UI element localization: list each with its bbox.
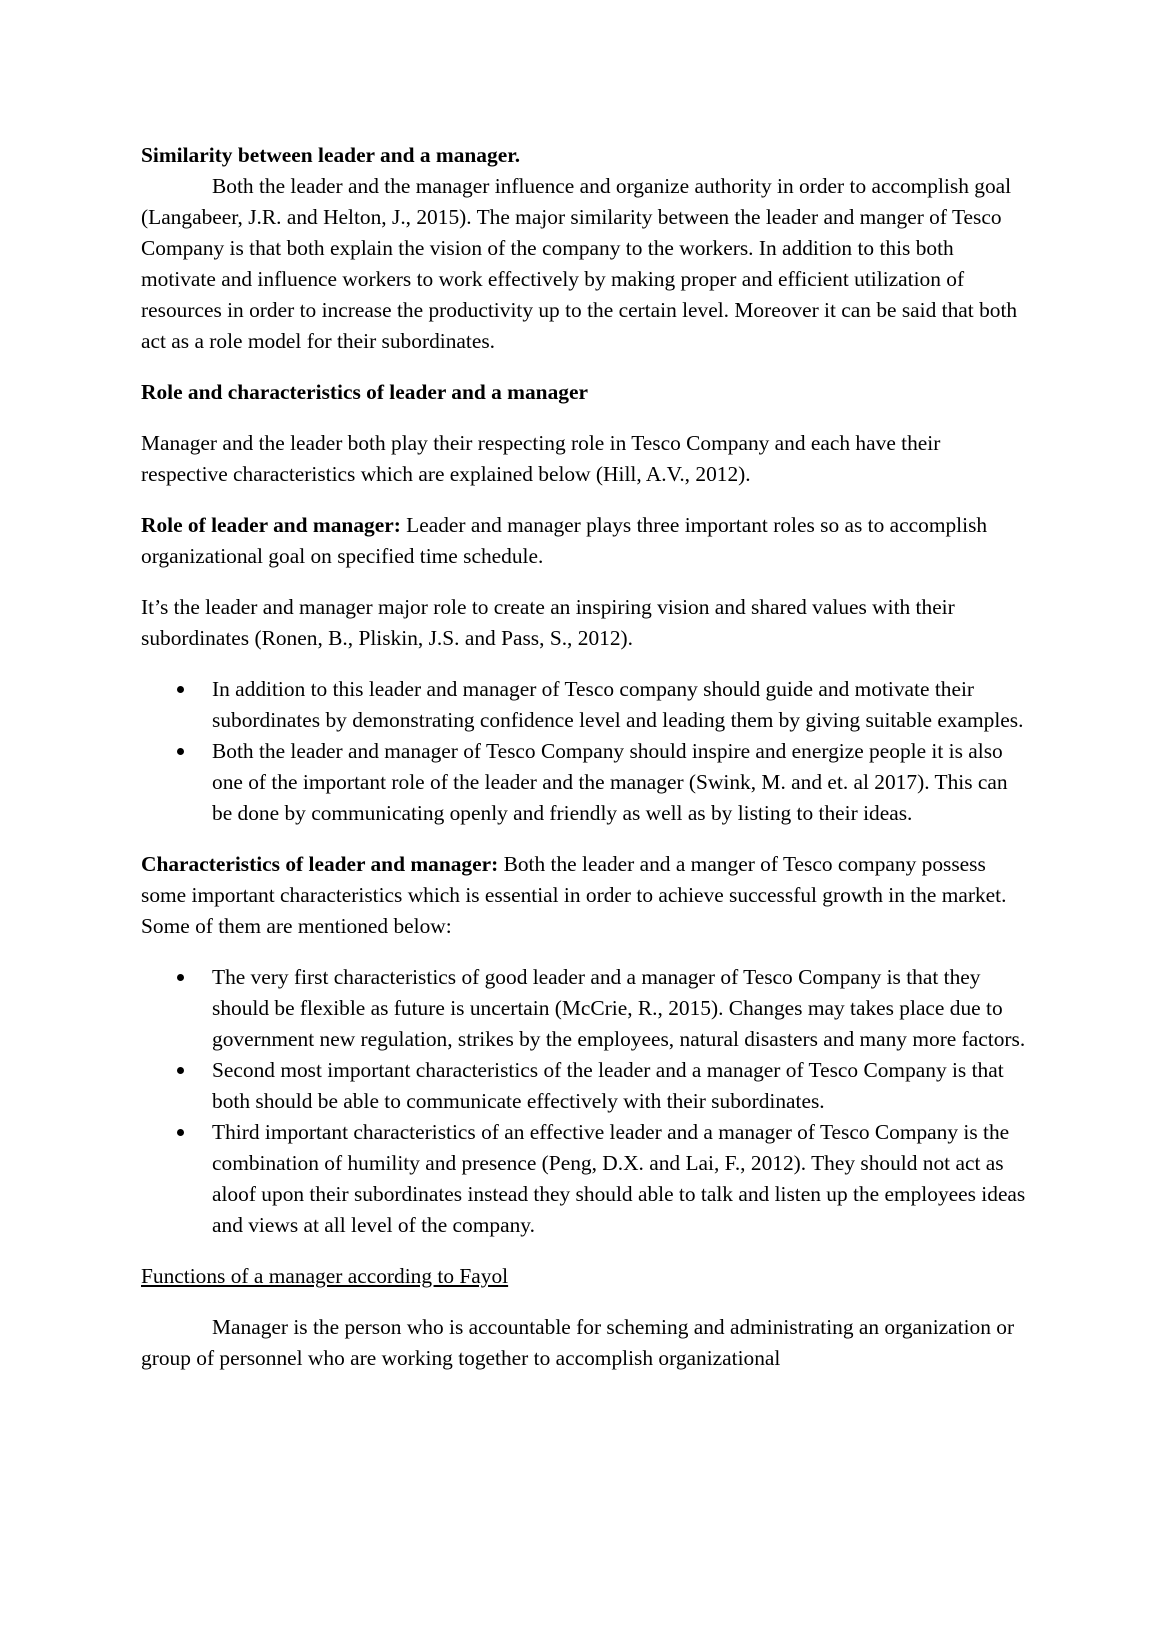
roles-lead: Role of leader and manager: [141,513,401,537]
list-item [141,962,1031,1055]
roles-bullet-list [141,674,1031,829]
list-item [141,1055,1031,1117]
list-item [141,736,1031,829]
document-body [141,140,1031,1394]
bullet-icon [177,1129,184,1136]
list-item-text: In addition to this leader and manager of Tesco company should guide and motivate their subordinates by demonstrating confidence level and leading them by giving suitable examples. [212,677,1024,732]
paragraph-roles-vision: It’s the leader and manager major role to create an inspiring vision and shared values with their subordinates (Ronen, B., Pliskin, J.S. and Pass, S., 2012). [141,595,955,650]
paragraph-roles [141,510,1031,572]
bullet-icon [177,974,184,981]
characteristics-bullet-list [141,962,1031,1241]
characteristics-text: Both the leader and a manger of Tesco company possess some important characteristics which is essential in order to achieve successful growth in the market. Some of them are mentioned below: [141,852,1007,938]
heading-fayol: Functions of a manager according to Fayol [141,1264,509,1288]
heading-similarity: Similarity between leader and a manager. [141,143,521,167]
paragraph-similarity: Both the leader and the manager influence and organize authority in order to accomplish goal (Langabeer, J.R. and Helton, J., 2015). The major similarity between the leader and manger of Tesco Company is that both explain the vision of the company to the workers. In addition to this both motivate and influence workers to work effectively by making proper and efficient utilization of resources in order to increase the productivity up to the certain level. Moreover it can be said that both act as a role model for their subordinates. [141,174,1018,353]
list-item [141,674,1031,736]
list-item-text: Third important characteristics of an effective leader and a manager of Tesco Company is the combination of humility and presence (Peng, D.X. and Lai, F., 2012). They should not act as aloof upon their subordinates instead they should able to talk and listen up the employees ideas and views at all level of the company. [212,1120,1026,1237]
list-item [141,1117,1031,1241]
list-item-text: Second most important characteristics of the leader and a manager of Tesco Company is that both should be able to communicate effectively with their subordinates. [212,1058,1004,1113]
roles-text: Leader and manager plays three important roles so as to accomplish organizational goal on specified time schedule. [141,513,988,568]
list-item-text: The very first characteristics of good leader and a manager of Tesco Company is that they should be flexible as future is uncertain (McCrie, R., 2015). Changes may takes place due to government new regulation, strikes by the employees, natural disasters and many more factors. [212,965,1026,1051]
list-item-text: Both the leader and manager of Tesco Company should inspire and energize people it is also one of the important role of the leader and the manager (Swink, M. and et. al 2017). This can be done by communicating openly and friendly as well as by listing to their ideas. [212,739,1008,825]
paragraph-characteristics [141,849,1031,942]
heading-role-characteristics: Role and characteristics of leader and a manager [141,380,588,404]
bullet-icon [177,1067,184,1074]
bullet-icon [177,748,184,755]
paragraph-role-intro: Manager and the leader both play their respecting role in Tesco Company and each have their respective characteristics which are explained below (Hill, A.V., 2012). [141,431,941,486]
characteristics-lead: Characteristics of leader and manager: [141,852,499,876]
paragraph-fayol: Manager is the person who is accountable for scheming and administrating an organization or group of personnel who are working together to accomplish organizational [141,1315,1015,1370]
bullet-icon [177,686,184,693]
